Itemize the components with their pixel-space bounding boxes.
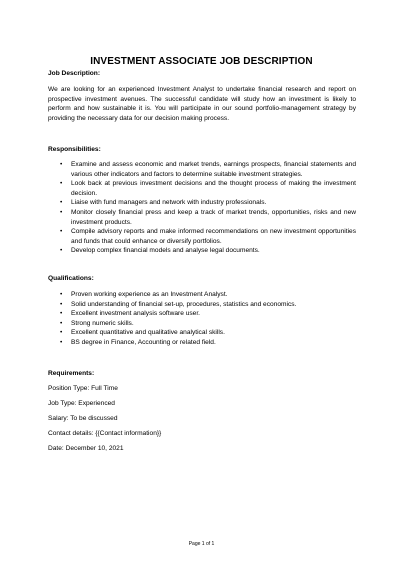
document-title: INVESTMENT ASSOCIATE JOB DESCRIPTION <box>90 56 313 67</box>
page-number: Page 1 of 1 <box>188 541 215 547</box>
bullet-icon: • <box>60 180 63 188</box>
list-item <box>48 300 356 310</box>
responsibility-text: Develop complex financial models and analyse legal documents. <box>71 247 260 255</box>
list-item <box>48 208 356 227</box>
list-item <box>48 319 356 329</box>
qualification-text: Solid understanding of financial set-up, procedures, statistics and economics. <box>71 300 297 308</box>
responsibility-text: Monitor closely financial press and keep a track of market trends, opportunities, risks and new investment products. <box>71 208 356 226</box>
qualification-text: Excellent investment analysis software user. <box>71 310 201 318</box>
bullet-icon: • <box>60 161 63 168</box>
salary: Salary: To be discussed <box>48 415 118 422</box>
bullet-icon: • <box>60 300 63 308</box>
bullet-icon: • <box>60 329 63 337</box>
bullet-icon: • <box>60 208 63 216</box>
list-item <box>48 179 356 198</box>
bullet-icon: • <box>60 291 63 298</box>
responsibility-text: Examine and assess economic and market trends, earnings prospects, financial statements and various other indicators and factors to determine suitable investment strategies. <box>71 161 356 178</box>
contact-details: Contact details: {{Contact information}} <box>48 430 162 437</box>
responsibility-text: Liaise with fund managers and network with industry professionals. <box>71 199 267 207</box>
job-description-heading: Job Description: <box>48 70 101 77</box>
qualification-text: BS degree in Finance, Accounting or related field. <box>71 338 216 346</box>
qualifications-heading: Qualifications: <box>48 275 94 282</box>
qualification-text: Proven working experience as an Investment Analyst. <box>71 291 228 298</box>
list-item <box>48 160 356 179</box>
qualifications-list <box>48 290 356 348</box>
qualification-text: Excellent quantitative and qualitative analytical skills. <box>71 329 225 337</box>
list-item <box>48 227 356 246</box>
list-item <box>48 246 356 256</box>
list-item <box>48 290 356 300</box>
responsibilities-list <box>48 160 356 256</box>
list-item <box>48 328 356 338</box>
list-item <box>48 198 356 208</box>
bullet-icon: • <box>60 338 63 346</box>
bullet-icon: • <box>60 199 63 207</box>
qualification-text: Strong numeric skills. <box>71 319 134 327</box>
position-type: Position Type: Full Time <box>48 385 118 392</box>
document-date: Date: December 10, 2021 <box>48 445 124 452</box>
job-description-text: We are looking for an experienced Investment Analyst to undertake financial research and report on prospective investment avenues. The successful candidate will study how an investment is likely to perform and how sustainable it is. You will participate in our sound portfolio-management strategy by providing the necessary data for our decision making process. <box>48 86 356 122</box>
job-type: Job Type: Experienced <box>48 400 115 407</box>
responsibilities-heading: Responsibilities: <box>48 146 101 153</box>
bullet-icon: • <box>60 247 63 255</box>
requirements-heading: Requirements: <box>48 370 95 377</box>
list-item <box>48 338 356 348</box>
list-item <box>48 309 356 319</box>
responsibility-text: Compile advisory reports and make informed recommendations on new investment opportunities and funds that could enhance or diversify portfolios. <box>71 228 356 245</box>
responsibility-text: Look back at previous investment decisions and the thought process of making the investment decision. <box>71 180 356 197</box>
bullet-icon: • <box>60 228 63 236</box>
bullet-icon: • <box>60 319 63 327</box>
bullet-icon: • <box>60 310 63 318</box>
